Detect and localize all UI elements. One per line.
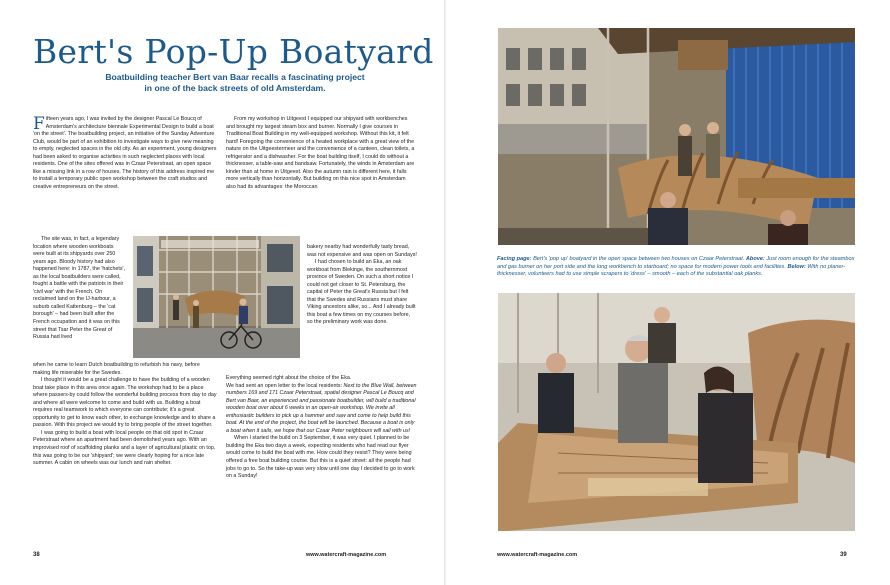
column-b-narrow bbox=[307, 244, 417, 327]
page-gutter bbox=[444, 0, 446, 585]
page-number-right: 39 bbox=[840, 552, 847, 558]
paragraph-tsar: when he came to learn Dutch boatbuilding to refurbish his navy, before making life miserable for the Swedes. bbox=[33, 362, 200, 376]
paragraph-letter bbox=[226, 383, 418, 436]
column-a-top bbox=[33, 116, 218, 191]
drop-cap: F bbox=[33, 114, 45, 134]
workshop-interior-photo bbox=[498, 28, 855, 245]
letter-quote: Next to the Blue Wall, between numbers 169 and 171 Czaar Peterstraat, spatial designer Pascal Le Boucq and Bert van Baar, an experienced and passionate boatbuilder, will build a traditional wooden boat over about 6 weeks in an open-air workshop. We invite all enthusiastic builders to pick up a hammer and saw and come to help build this boat. At the end of the project, the boat will be launched. Because a boat is only a boat when it sails, we hope that our Czaar Peter neighbours will sail with us! bbox=[226, 382, 417, 434]
paragraph-choice: Everything seemed right about the choice of the Eka. bbox=[226, 375, 352, 381]
page-number-left: 38 bbox=[33, 552, 40, 558]
street-boatyard-photo bbox=[133, 236, 300, 358]
photo-caption bbox=[497, 256, 859, 279]
paragraph-intro: ifteen years ago, I was invited by the designer Pascal Le Boucq of Amsterdam's architecture biennale Experimental Design to build a boat 'on the street'. The boatbuilding project, an initiative of the Sunday Adventure Club, would be part of an exhibition to investigate ways to give new meaning to empty, neglected spaces in the old city. As an experiment, young designers had been asked to organise activities in such neglected places with local residents. One of the sites offered was in Czaar Peterstraat, an open space like a missing link in a row of houses. The history of this address inspired me to install a temporary public open workshop between the craft studios and creative entrepreneurs on the street. bbox=[33, 116, 217, 190]
column-a-bottom bbox=[33, 362, 218, 468]
volunteers-planing-photo bbox=[498, 293, 855, 531]
paragraph-history: The site was, in fact, a legendary location where wooden workboats were built at its shipyards over 250 years ago. Bloody history had also happened here: in 1787, the 'hatchets', as the local boatbuilders were called, fought a battle with the patriots in their 'civil war' with the French. On reclaimed land on the IJ-harbour, a suburb called Kattenburg – the 'cat borough' – had been built after the French occupation and it was on this street that Tsar Peter the Great of Russia had lived bbox=[33, 236, 126, 341]
caption-lead: Facing page: bbox=[497, 256, 534, 262]
column-a-narrow bbox=[33, 236, 126, 342]
subtitle-line-1: Boatbuilding teacher Bert van Baar recalls a fascinating project bbox=[105, 72, 365, 82]
paragraph-bakery: bakery nearby had wonderfully tasty bread, was not expensive and was open on Sundays! bbox=[307, 244, 417, 258]
paragraph-eka: I had chosen to build an Eka, an oak workboat from Blekinge, the southernmost province of Sweden. On such a short notice I could not get closer to St. Petersburg, the capital of Peter the Great's Russia but I felt that the Swedes and Russians must share Viking ancestors alike, so... And I already built this boat a few times on my courses before, so the preliminary work was done. bbox=[307, 259, 416, 326]
caption-above-label: Above: bbox=[745, 256, 767, 262]
caption-text-1: Bert's 'pop up' boatyard in the open space between two houses on Czaar Peterstraat. bbox=[533, 256, 746, 262]
subtitle-line-2: in one of the back streets of old Amsterdam. bbox=[144, 83, 326, 93]
column-b-bottom bbox=[226, 375, 418, 481]
paragraph-start: When I started the build on 3 September, it was very quiet. I planned to be building the Eka two days a week, expecting residents who had read our flyer would come to build the boat with me. How could they resist? They were being offered a free boat building course. But this is a quiet street: all the people had jobs to go to. So the take-up was very slow until one day I decided to go to work on a Sunday! bbox=[226, 435, 415, 480]
letter-intro: We had sent an open letter to the local residents: bbox=[226, 382, 344, 389]
column-b-top bbox=[226, 116, 416, 191]
caption-below-label: Below: bbox=[787, 263, 808, 270]
paragraph-workshop: From my workshop in Uitgeest I equipped our shipyard with workbenches and brought my largest steam box and burner. Normally I give courses in Traditional Boat Building in my well-equipped workshop. Without this kit, it felt hard! Foregoing the convenience of a heated workplace with a great view of the nature on the Uitgeestermeer and the convenience of a canteen, clean toilets, a refrigerator and a dishwasher. For the boat building itself, I could do without a thicknesser, a table-saw and bandsaw. Fortunately, the winds in Amsterdam are kinder than at home in Uitgeest. Also the autumn rain is different here, it falls more vertically than horizontally. But building on this nice spot in Amsterdam also had its advantages: the Moroccan bbox=[226, 116, 415, 190]
caption-text-3: With no planer-thicknesser, volunteers had to use simple scrapers to 'dress' – smooth – each of the substantial oak planks. bbox=[497, 263, 846, 278]
footer-url-left: www.watercraft-magazine.com bbox=[306, 552, 387, 558]
paragraph-shipyard: I was going to build a boat with local people on that old spot in Czaar Peterstraat where an apartment had been demolished years ago. With an improvised roof of scaffolding planks and a layer of agricultural plastic on top, this was going to be our 'shipyard'; we were clearly hoping for a nice late summer. A cabin on wheels was our lunch and rain shelter. bbox=[33, 429, 216, 467]
caption-text-2: Just room enough for the steambox and gas burner on her port side and the long workbench to starboard; no space for modern power tools and facilities. bbox=[497, 256, 855, 270]
footer-url-right: www.watercraft-magazine.com bbox=[497, 552, 578, 558]
paragraph-challenge: I thought it would be a great challenge to have the building of a wooden boat take place in this area once again. The workshop had to be a place where passers-by could follow the wonderful building process from day to day and where all were welcome to come and build with us. Building a boat requires real teamwork to which everyone can contribute; it's a great opportunity to get to know each other, to exchange knowledge and to share a passion. With this project we would try to bring people of the street together. bbox=[33, 377, 217, 429]
article-title: Bert's Pop-Up Boatyard bbox=[33, 32, 434, 71]
article-subtitle bbox=[70, 72, 400, 94]
